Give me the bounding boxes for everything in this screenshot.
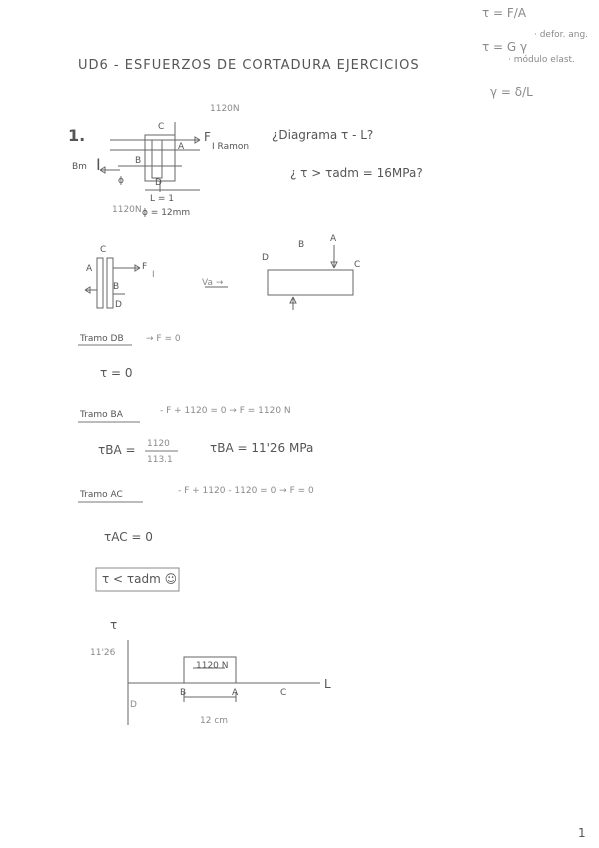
graph-tick-c: C bbox=[280, 688, 287, 698]
exercise-number: 1. bbox=[68, 126, 86, 145]
section3-title: Tramo AC bbox=[80, 490, 123, 500]
sketch2-d: D bbox=[115, 300, 122, 310]
graph-dim: 12 cm bbox=[200, 716, 229, 726]
section2-lhs: τBA = bbox=[98, 443, 136, 457]
section2-title: Tramo BA bbox=[80, 410, 123, 420]
label-c-top: C bbox=[158, 122, 165, 132]
label-d: D bbox=[155, 178, 162, 188]
graph-y-value: 11'26 bbox=[90, 648, 116, 658]
bottom-force-label: 1120N bbox=[112, 205, 142, 215]
i-roman-label: I bbox=[96, 155, 101, 174]
question-diagram: ¿Diagrama τ - L? bbox=[272, 128, 374, 142]
sketch2-f: F bbox=[142, 262, 148, 272]
exercise-1-sketch bbox=[100, 122, 200, 192]
force-top-label: 1120N bbox=[210, 104, 240, 114]
beam-d: D bbox=[262, 253, 269, 263]
tau-graph bbox=[128, 640, 320, 725]
dim-l-label: L = 1 bbox=[150, 194, 175, 204]
section2-eq: - F + 1120 = 0 → F = 1120 N bbox=[160, 406, 291, 416]
graph-tick-a: A bbox=[232, 688, 239, 698]
conclusion-text: τ < τadm ☺ bbox=[102, 572, 178, 586]
formula-note: · defor. ang. bbox=[534, 30, 589, 40]
section3-result: τAC = 0 bbox=[104, 530, 153, 544]
section2-result: τBA = 11'26 MPa bbox=[210, 441, 314, 455]
formula-tau-shear: τ = G γ bbox=[482, 40, 528, 54]
graph-block-label: 1120 N bbox=[196, 661, 229, 671]
section1-eq: → F = 0 bbox=[146, 334, 181, 344]
beam-c: C bbox=[354, 260, 361, 270]
beam-a: A bbox=[330, 234, 337, 244]
graph-x-label: L bbox=[324, 677, 331, 691]
formula-gamma: γ = δ/L bbox=[490, 85, 533, 99]
section1-title: Tramo DB bbox=[80, 334, 124, 344]
page-number: 1 bbox=[578, 826, 586, 840]
sketch2-i: I bbox=[152, 270, 155, 280]
formula-tau-force: τ = F/A bbox=[482, 6, 527, 20]
page-title: UD6 - ESFUERZOS DE CORTADURA EJERCICIOS bbox=[78, 58, 420, 73]
bar-label: Bm bbox=[72, 162, 87, 172]
force-f-label: F bbox=[204, 130, 211, 144]
section3-eq: - F + 1120 - 1120 = 0 → F = 0 bbox=[178, 486, 314, 496]
section2-frac-den: 113.1 bbox=[147, 455, 173, 465]
label-b: B bbox=[135, 156, 142, 166]
beam-sketch bbox=[205, 245, 353, 310]
beam-b: B bbox=[298, 240, 305, 250]
sketch2-arrow-note: Va → bbox=[202, 278, 224, 288]
phi-label: ϕ bbox=[118, 176, 124, 186]
question-check: ¿ τ > τadm = 16MPa? bbox=[290, 166, 423, 180]
graph-tick-b: B bbox=[180, 688, 187, 698]
graph-y-label: τ bbox=[110, 618, 118, 632]
sketch2-a: A bbox=[86, 264, 93, 274]
section2-frac-num: 1120 bbox=[147, 439, 170, 449]
graph-tick-d: D bbox=[130, 700, 137, 710]
i-ramon-label: I Ramon bbox=[212, 142, 250, 152]
sketch2-c: C bbox=[100, 245, 107, 255]
formula-sub: · módulo elast. bbox=[508, 55, 575, 65]
section1-result: τ = 0 bbox=[100, 366, 133, 380]
sketch2-b: B bbox=[113, 282, 120, 292]
label-a: A bbox=[178, 142, 185, 152]
dim-phi-label: ϕ = 12mm bbox=[142, 208, 191, 218]
